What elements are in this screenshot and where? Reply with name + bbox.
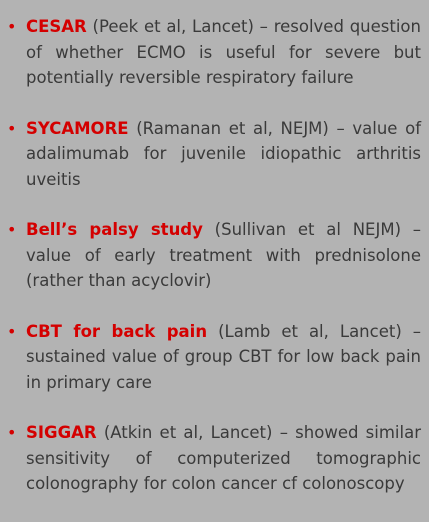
study-description: (Lamb et al, Lancet) – sustained value of group CBT for low back pain in primary care <box>26 321 421 392</box>
study-description: (Peek et al, Lancet) – resolved question of whether ECMO is useful for severe but potentially reversible respiratory failure <box>26 17 421 87</box>
list-item-cesar <box>0 14 429 91</box>
bullet-icon: • <box>7 423 17 442</box>
study-name: CESAR <box>26 17 87 36</box>
list-item-bells-palsy <box>0 217 429 294</box>
bullet-icon: • <box>7 17 17 36</box>
study-name: SIGGAR <box>26 423 97 442</box>
bullet-icon: • <box>7 220 17 239</box>
study-name: SYCAMORE <box>26 118 129 138</box>
bullet-icon: • <box>7 118 17 138</box>
study-description: (Ramanan et al, NEJM) – value of adalimumab for juvenile idiopathic arthritis uveitis <box>26 118 422 189</box>
list-item-siggar <box>0 420 429 497</box>
bullet-icon: • <box>7 321 17 341</box>
study-name: CBT for back pain <box>26 321 208 341</box>
list-item-cbt-back-pain <box>0 319 429 396</box>
study-description: (Atkin et al, Lancet) – showed similar sensitivity of computerized tomographic colonography for colon cancer cf colonoscopy <box>26 423 421 493</box>
study-name: Bell’s palsy study <box>26 220 203 239</box>
study-list <box>0 14 429 522</box>
study-description: (Sullivan et al NEJM) – value of early treatment with prednisolone (rather than acyclovir) <box>26 220 422 290</box>
list-item-sycamore <box>0 116 429 193</box>
